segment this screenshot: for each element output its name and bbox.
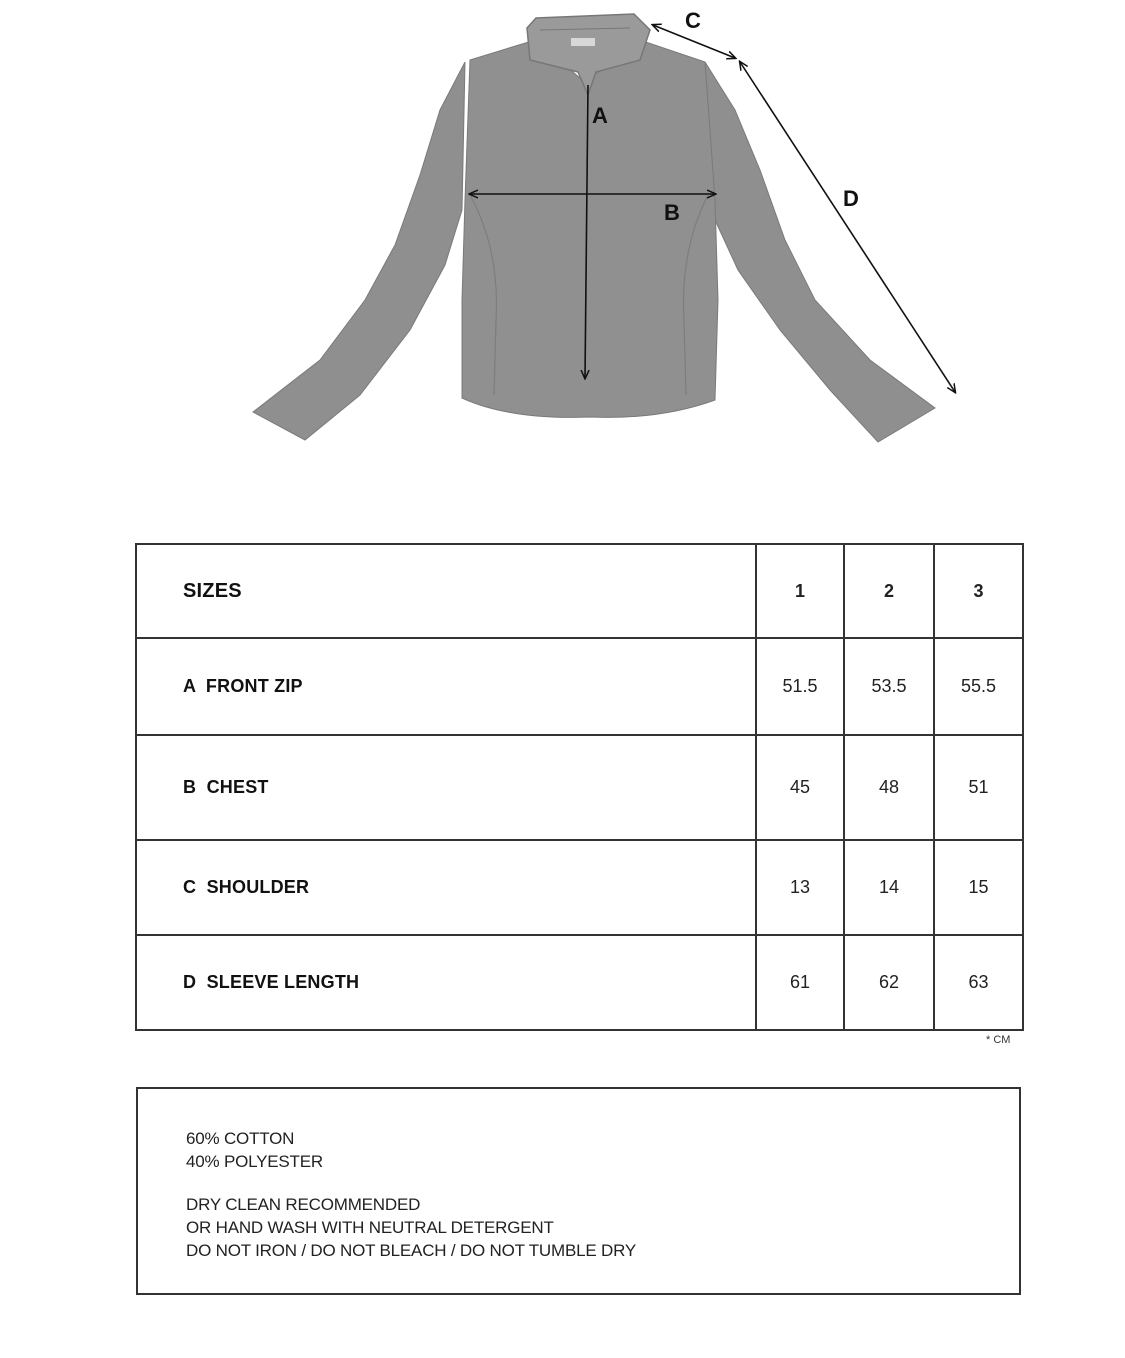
table-row bbox=[136, 840, 1023, 935]
size-2-header: 2 bbox=[844, 544, 934, 638]
label-c: C bbox=[685, 8, 701, 33]
table-cell: 63 bbox=[934, 935, 1023, 1030]
table-cell: 61 bbox=[756, 935, 844, 1030]
table-header-row bbox=[136, 544, 1023, 638]
left-sleeve-shape bbox=[253, 62, 465, 440]
care-info-box bbox=[136, 1087, 1021, 1295]
label-a: A bbox=[592, 103, 608, 128]
table-cell: 13 bbox=[756, 840, 844, 935]
label-d: D bbox=[843, 186, 859, 211]
table-cell: 62 bbox=[844, 935, 934, 1030]
sleeve-length-label: D SLEEVE LENGTH bbox=[136, 935, 756, 1030]
jacket-body-shape bbox=[462, 40, 718, 417]
table-cell: 53.5 bbox=[844, 638, 934, 735]
right-sleeve-shape bbox=[705, 62, 935, 442]
sizes-header: SIZES bbox=[136, 544, 756, 638]
unit-note: * CM bbox=[986, 1034, 1011, 1046]
shoulder-label: C SHOULDER bbox=[136, 840, 756, 935]
label-b: B bbox=[664, 200, 680, 225]
care-instruction-line: DRY CLEAN RECOMMENDED bbox=[186, 1195, 421, 1214]
table-cell: 14 bbox=[844, 840, 934, 935]
table-cell: 51.5 bbox=[756, 638, 844, 735]
table-cell: 51 bbox=[934, 735, 1023, 840]
table-row bbox=[136, 638, 1023, 735]
care-instructions-group bbox=[186, 1193, 636, 1262]
brand-tag bbox=[571, 38, 595, 46]
table-cell: 15 bbox=[934, 840, 1023, 935]
table-row bbox=[136, 735, 1023, 840]
composition-line: 40% POLYESTER bbox=[186, 1152, 323, 1171]
size-3-header: 3 bbox=[934, 544, 1023, 638]
chest-label: B CHEST bbox=[136, 735, 756, 840]
front-zip-label: A FRONT ZIP bbox=[136, 638, 756, 735]
care-instruction-line: DO NOT IRON / DO NOT BLEACH / DO NOT TUMBLE DRY bbox=[186, 1241, 636, 1260]
table-cell: 48 bbox=[844, 735, 934, 840]
table-cell: 45 bbox=[756, 735, 844, 840]
composition-group bbox=[186, 1127, 323, 1173]
jacket-illustration bbox=[0, 0, 1125, 470]
composition-line: 60% COTTON bbox=[186, 1129, 295, 1148]
size-1-header: 1 bbox=[756, 544, 844, 638]
care-instruction-line: OR HAND WASH WITH NEUTRAL DETERGENT bbox=[186, 1218, 554, 1237]
size-chart-table bbox=[135, 543, 1024, 1031]
table-row bbox=[136, 935, 1023, 1030]
table-cell: 55.5 bbox=[934, 638, 1023, 735]
